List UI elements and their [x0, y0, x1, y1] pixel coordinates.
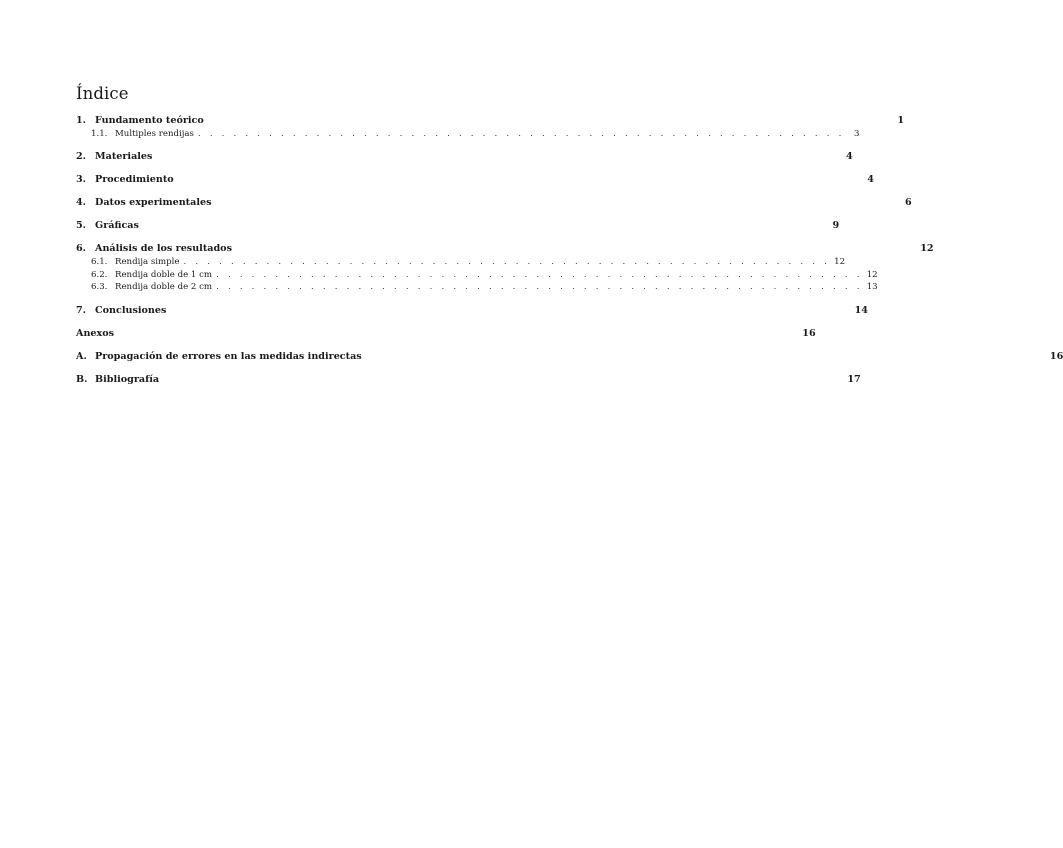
toc-entry-title: Análisis de los resultados: [95, 243, 232, 255]
table-of-contents: [76, 114, 1063, 387]
toc-entry-title: Materiales: [95, 150, 153, 162]
toc-entry-title: Gráficas: [95, 220, 139, 232]
toc-entry-title: Procedimiento: [95, 173, 174, 185]
toc-entry-number: B.: [76, 374, 88, 386]
toc-entry-page: 12: [920, 243, 934, 255]
toc-entry-anexos[interactable]: [76, 327, 816, 341]
toc-entry-page: 4: [845, 150, 853, 162]
toc-entry-number: 6.3.: [91, 282, 108, 293]
toc-entry-5[interactable]: [76, 219, 840, 233]
toc-entry-page: 9: [832, 220, 840, 232]
toc-entry-number: 5.: [76, 220, 87, 232]
toc-entry-title: Rendija simple: [115, 256, 180, 267]
toc-entry-page: 12: [834, 256, 846, 267]
toc-entry-page: 6: [905, 197, 912, 209]
toc-entry-6-3[interactable]: [76, 281, 878, 294]
toc-entry-2[interactable]: [76, 150, 853, 164]
toc-entry-1[interactable]: [76, 114, 905, 128]
toc-entry-title: Propagación de errores en las medidas indirectas: [95, 350, 362, 362]
toc-entry-title: Anexos: [76, 327, 115, 339]
toc-entry-page: 17: [847, 374, 861, 386]
toc-entry-3[interactable]: [76, 173, 874, 187]
toc-entry-number: 2.: [76, 150, 87, 162]
toc-entry-number: 1.1.: [91, 128, 108, 139]
toc-entry-page: 13: [866, 282, 878, 293]
toc-entry-page: 14: [854, 304, 868, 316]
toc-entry-6-2[interactable]: [76, 269, 878, 282]
toc-entry-a[interactable]: [76, 350, 1063, 364]
toc-entry-number: A.: [76, 350, 87, 362]
toc-entry-page: 4: [867, 173, 874, 185]
toc-entry-number: 6.: [76, 243, 87, 255]
toc-entry-4[interactable]: [76, 196, 912, 210]
toc-entry-7[interactable]: [76, 304, 868, 318]
toc-entry-number: 4.: [76, 197, 87, 209]
toc-entry-number: 6.1.: [91, 256, 108, 267]
toc-entry-page: 12: [866, 269, 878, 280]
toc-entry-page: 16: [802, 327, 816, 339]
toc-leader: . . . . . . . . . . . . . . . . . . . . . . . . . . . . . . . . . . . . . . . . . . . . . . . . . . . . . . .: [216, 282, 863, 293]
toc-entry-6[interactable]: [76, 242, 934, 256]
toc-leader: . . . . . . . . . . . . . . . . . . . . . . . . . . . . . . . . . . . . . . . . . . . . . . . . . . . . . . .: [197, 128, 845, 139]
toc-entry-title: Bibliografía: [95, 374, 160, 386]
toc-entry-number: 1.: [76, 115, 87, 126]
toc-entry-number: 3.: [76, 173, 87, 185]
toc-leader: . . . . . . . . . . . . . . . . . . . . . . . . . . . . . . . . . . . . . . . . . . . . . . . . . . . . . . .: [183, 256, 831, 267]
toc-entry-number: 6.2.: [91, 269, 108, 280]
toc-entry-title: Rendija doble de 2 cm: [115, 282, 213, 293]
toc-heading: Índice: [76, 84, 129, 103]
toc-entry-page: 16: [1049, 350, 1063, 362]
toc-entry-title: Fundamento teórico: [95, 115, 204, 126]
toc-entry-title: Multiples rendijas: [115, 128, 194, 139]
toc-leader: . . . . . . . . . . . . . . . . . . . . . . . . . . . . . . . . . . . . . . . . . . . . . . . . . . . . . . .: [216, 269, 863, 280]
toc-entry-6-1[interactable]: [76, 256, 846, 269]
toc-entry-number: 7.: [76, 304, 87, 316]
toc-entry-title: Datos experimentales: [95, 197, 212, 209]
toc-entry-title: Rendija doble de 1 cm: [115, 269, 213, 280]
toc-entry-title: Conclusiones: [95, 304, 167, 316]
toc-entry-1-1[interactable]: [76, 128, 860, 141]
toc-entry-b[interactable]: [76, 373, 861, 387]
toc-entry-page: 1: [897, 115, 905, 126]
toc-entry-page: 3: [854, 128, 860, 139]
